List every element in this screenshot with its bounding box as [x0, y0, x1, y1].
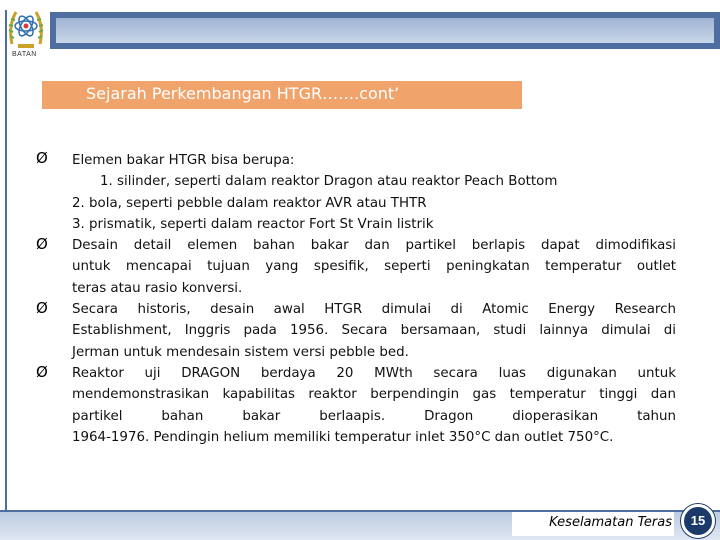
slide-title: Sejarah Perkembangan HTGR…….cont’	[86, 84, 400, 103]
bullet-arrow-icon: Ø	[36, 149, 48, 167]
body-line: 3. prismatik, seperti dalam reactor Fort St Vrain listrik	[72, 216, 434, 232]
footer-label: Keselamatan Teras	[549, 515, 672, 530]
body-line: Secara historis, desain awal HTGR dimulai di Atomic Energy Research	[72, 302, 676, 318]
bullet-arrow-icon: Ø	[36, 363, 48, 381]
header-band-gradient	[56, 18, 714, 43]
body-line: Elemen bakar HTGR bisa berupa:	[72, 153, 295, 168]
body-line: teras atau rasio konversi.	[72, 280, 243, 296]
body-line: Jerman untuk mendesain sistem versi pebble bed.	[72, 344, 409, 360]
batan-logo-icon	[6, 4, 46, 50]
bullet-arrow-icon: Ø	[36, 235, 48, 253]
bullet-arrow-icon: Ø	[36, 299, 48, 317]
body-line: Desain detail elemen bahan bakar dan partikel berlapis dapat dimodifikasi	[72, 238, 676, 254]
body-line: Establishment, Inggris pada 1956. Secara bersamaan, studi lainnya dimulai di	[72, 323, 676, 339]
page-number: 15	[690, 513, 706, 528]
body-line: untuk mencapai tujuan yang spesifik, seperti peningkatan temperatur outlet	[72, 259, 676, 275]
body-line: Reaktor uji DRAGON berdaya 20 MWth secara luas digunakan untuk	[72, 365, 676, 381]
body-line: 2. bola, seperti pebble dalam reaktor AVR atau THTR	[72, 195, 427, 211]
body-line: mendemonstrasikan kapabilitas reaktor berpendingin gas temperatur tinggi dan	[72, 387, 676, 403]
body-line: 1. silinder, seperti dalam reaktor Dragon atau reaktor Peach Bottom	[100, 174, 558, 190]
body-line: partikel bahan bakar berlaapis. Dragon dioperasikan tahun	[72, 408, 676, 424]
slide-body	[72, 150, 676, 448]
left-border-rule	[5, 10, 7, 510]
logo-caption: BATAN	[12, 51, 37, 58]
body-line: 1964-1976. Pendingin helium memiliki temperatur inlet 350°C dan outlet 750°C.	[72, 429, 614, 445]
